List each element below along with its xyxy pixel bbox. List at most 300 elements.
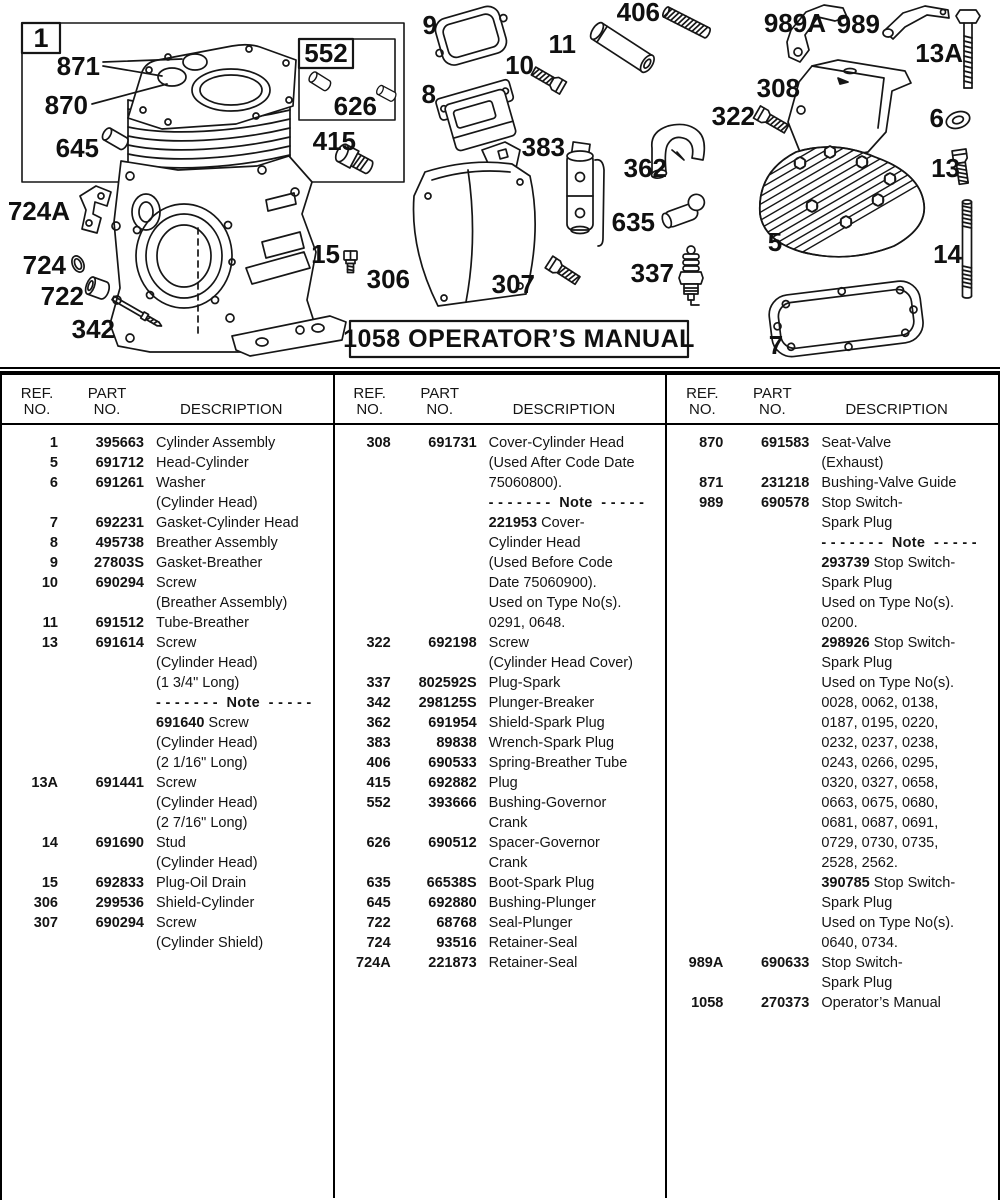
part-no-cell bbox=[58, 673, 144, 693]
description-cell: (Cylinder Head) bbox=[156, 655, 258, 671]
part-337-spark-plug bbox=[679, 246, 703, 305]
table-row bbox=[667, 633, 998, 653]
part-no-cell bbox=[391, 853, 477, 873]
ref-no-cell: 7 bbox=[49, 515, 58, 531]
table-row bbox=[335, 633, 666, 653]
part-no-cell: 298125S bbox=[418, 695, 477, 711]
part-no-cell: 692833 bbox=[95, 875, 144, 891]
ref-no-header: REF. NO. bbox=[686, 385, 719, 418]
part-no-cell bbox=[391, 573, 477, 593]
table-row bbox=[2, 513, 333, 533]
label-724A: 724A bbox=[7, 196, 70, 226]
description-cell: Cylinder Assembly bbox=[156, 435, 276, 451]
ref-no-cell: 1 bbox=[49, 435, 58, 451]
part-no-cell bbox=[723, 613, 809, 633]
part-no-cell bbox=[723, 553, 809, 573]
description-cell: Bushing-Plunger bbox=[488, 895, 596, 911]
description-cell: Cylinder Head bbox=[488, 535, 581, 551]
label-10: 10 bbox=[505, 50, 534, 80]
part-no-cell: 692882 bbox=[428, 775, 477, 791]
table-row bbox=[335, 653, 666, 673]
ref-no-cell bbox=[2, 813, 58, 833]
ref-no-cell: 10 bbox=[41, 575, 58, 591]
description-cell: (Cylinder Head Cover) bbox=[488, 655, 633, 671]
part-no-cell: 691954 bbox=[428, 715, 477, 731]
table-row bbox=[335, 433, 666, 453]
ref-no-cell bbox=[667, 933, 723, 953]
part-no-cell: 27803S bbox=[94, 555, 144, 571]
part-308-head-cover bbox=[788, 60, 911, 157]
ref-no-cell: 722 bbox=[366, 915, 391, 931]
part-no-cell bbox=[391, 553, 477, 573]
table-row bbox=[2, 713, 333, 733]
part-11-breather-tube bbox=[588, 20, 657, 74]
part-no-cell: 691261 bbox=[95, 475, 144, 491]
description-cell: Bushing-Valve Guide bbox=[821, 475, 957, 491]
label-13: 13 bbox=[931, 153, 960, 183]
label-342: 342 bbox=[71, 314, 115, 344]
table-row bbox=[335, 553, 666, 573]
table-row bbox=[335, 953, 666, 973]
description-cell: Used on Type No(s). bbox=[488, 595, 622, 611]
part-no-cell: 691731 bbox=[428, 435, 477, 451]
part-no-cell bbox=[723, 753, 809, 773]
table-row bbox=[667, 953, 998, 973]
label-722: 722 bbox=[40, 281, 84, 311]
part-no-cell bbox=[723, 773, 809, 793]
description-cell: 0028, 0062, 0138, bbox=[821, 695, 939, 711]
ref-no-cell: 724A bbox=[356, 955, 391, 971]
part-no-cell bbox=[723, 693, 809, 713]
table-row bbox=[2, 913, 333, 933]
ref-no-cell bbox=[335, 493, 391, 513]
description-cell: Plug-Spark bbox=[488, 675, 561, 691]
description-cell: Plunger-Breaker bbox=[488, 695, 595, 711]
ref-no-cell bbox=[667, 633, 723, 653]
table-row bbox=[667, 513, 998, 533]
label-1: 1 bbox=[33, 23, 49, 53]
ref-no-cell bbox=[2, 753, 58, 773]
table-row bbox=[667, 453, 998, 473]
table-row bbox=[335, 753, 666, 773]
description-cell: Plug-Oil Drain bbox=[156, 875, 247, 891]
ref-no-cell bbox=[667, 533, 723, 553]
description-cell: (Cylinder Head) bbox=[156, 495, 258, 511]
description-cell: Used on Type No(s). bbox=[821, 915, 955, 931]
table-row bbox=[2, 793, 333, 813]
ref-no-cell: 9 bbox=[49, 555, 58, 571]
table-row bbox=[2, 493, 333, 513]
table-row bbox=[2, 633, 333, 653]
part-no-cell: 691583 bbox=[760, 435, 810, 451]
ref-no-cell bbox=[2, 793, 58, 813]
ref-no-cell bbox=[667, 893, 723, 913]
inline-part-no: 390785 bbox=[821, 875, 870, 891]
part-10-screw bbox=[530, 65, 566, 94]
description-cell: Spark Plug bbox=[821, 895, 893, 911]
table-row bbox=[335, 693, 666, 713]
ref-no-cell bbox=[335, 513, 391, 533]
table-row bbox=[2, 573, 333, 593]
description-cell bbox=[809, 533, 998, 553]
description-cell: Gasket-Breather bbox=[156, 555, 263, 571]
part-no-header: PART NO. bbox=[87, 385, 127, 418]
table-row bbox=[2, 773, 333, 793]
part-no-cell bbox=[391, 493, 477, 513]
ref-no-cell bbox=[335, 453, 391, 473]
description-cell: 0200. bbox=[821, 615, 858, 631]
ref-no-cell bbox=[335, 613, 391, 633]
part-no-cell bbox=[58, 793, 144, 813]
label-406: 406 bbox=[616, 0, 660, 27]
part-no-cell: 690512 bbox=[428, 835, 477, 851]
description-cell: Operator’s Manual bbox=[821, 995, 941, 1011]
part-no-cell bbox=[723, 653, 809, 673]
ref-no-cell: 322 bbox=[366, 635, 391, 651]
ref-no-cell bbox=[667, 573, 723, 593]
part-no-cell bbox=[723, 453, 809, 473]
ref-no-cell: 989 bbox=[699, 495, 724, 511]
table-row bbox=[667, 933, 998, 953]
ref-no-cell: 13 bbox=[41, 635, 58, 651]
description-cell: Gasket-Cylinder Head bbox=[156, 515, 299, 531]
table-row bbox=[335, 833, 666, 853]
label-724: 724 bbox=[22, 250, 66, 280]
table-column bbox=[2, 425, 333, 1198]
ref-no-cell bbox=[2, 693, 58, 713]
part-no-cell bbox=[58, 753, 144, 773]
ref-no-cell bbox=[335, 593, 391, 613]
table-row bbox=[2, 693, 333, 713]
part-7-head-gasket bbox=[767, 278, 926, 359]
table-row bbox=[667, 853, 998, 873]
table-row bbox=[2, 453, 333, 473]
description-cell: Head-Cylinder bbox=[156, 455, 249, 471]
label-552: 552 bbox=[304, 38, 348, 68]
part-no-cell: 66538S bbox=[426, 875, 477, 891]
table-row bbox=[667, 693, 998, 713]
table-row bbox=[335, 513, 666, 533]
ref-no-cell: 11 bbox=[42, 615, 58, 631]
description-cell: 390785 Stop Switch- bbox=[821, 875, 956, 891]
label-635: 635 bbox=[611, 207, 655, 237]
part-no-cell bbox=[723, 633, 809, 653]
description-cell: 0232, 0237, 0238, bbox=[821, 735, 939, 751]
label-7: 7 bbox=[768, 330, 784, 360]
table-row bbox=[667, 553, 998, 573]
description-cell bbox=[144, 693, 333, 713]
description-cell: Date 75060900). bbox=[488, 575, 597, 591]
ref-no-cell: 1058 bbox=[691, 995, 724, 1011]
part-no-cell: 231218 bbox=[760, 475, 810, 491]
description-cell: 0291, 0648. bbox=[488, 615, 566, 631]
description-cell: Used on Type No(s). bbox=[821, 675, 955, 691]
table-row bbox=[667, 793, 998, 813]
description-cell: Plug bbox=[488, 775, 518, 791]
ref-no-cell bbox=[335, 553, 391, 573]
table-header-col-2 bbox=[333, 375, 666, 423]
part-no-cell: 393666 bbox=[428, 795, 477, 811]
description-cell: Used on Type No(s). bbox=[821, 595, 955, 611]
ref-no-cell bbox=[667, 853, 723, 873]
ref-no-cell: 14 bbox=[41, 835, 58, 851]
description-cell: (Cylinder Shield) bbox=[156, 935, 264, 951]
description-cell: 221953 Cover- bbox=[488, 515, 585, 531]
ref-no-cell bbox=[335, 533, 391, 553]
part-no-cell bbox=[723, 513, 809, 533]
label-14: 14 bbox=[933, 239, 962, 269]
table-row bbox=[667, 973, 998, 993]
ref-no-cell: 307 bbox=[33, 915, 58, 931]
table-row bbox=[335, 573, 666, 593]
label-989A: 989A bbox=[763, 8, 826, 38]
inline-part-no: 221953 bbox=[488, 515, 538, 531]
table-row bbox=[2, 813, 333, 833]
ref-no-cell bbox=[667, 913, 723, 933]
description-cell: 0320, 0327, 0658, bbox=[821, 775, 939, 791]
ref-no-cell: 337 bbox=[366, 675, 391, 691]
table-header-col-1 bbox=[2, 375, 333, 423]
label-337: 337 bbox=[630, 258, 674, 288]
description-header: DESCRIPTION bbox=[512, 401, 616, 418]
description-cell: Breather Assembly bbox=[156, 535, 278, 551]
table-row bbox=[667, 833, 998, 853]
table-row bbox=[335, 493, 666, 513]
description-cell: Spring-Breather Tube bbox=[488, 755, 628, 771]
table-row bbox=[667, 433, 998, 453]
table-row bbox=[2, 753, 333, 773]
table-row bbox=[667, 773, 998, 793]
description-cell: (Used Before Code bbox=[488, 555, 613, 571]
description-cell bbox=[477, 493, 666, 513]
description-cell: Screw bbox=[156, 775, 197, 791]
part-322-screw bbox=[754, 106, 790, 135]
part-no-cell: 691614 bbox=[95, 635, 144, 651]
ref-no-cell: 342 bbox=[366, 695, 391, 711]
table-row bbox=[2, 593, 333, 613]
ref-no-cell bbox=[667, 693, 723, 713]
part-no-cell bbox=[58, 853, 144, 873]
part-no-cell bbox=[723, 593, 809, 613]
description-cell: Spark Plug bbox=[821, 655, 893, 671]
table-row bbox=[335, 533, 666, 553]
table-row bbox=[335, 673, 666, 693]
part-383-spark-plug-wrench bbox=[567, 142, 604, 246]
operators-manual-label: 1058 OPERATOR’S MANUAL bbox=[343, 325, 695, 353]
table-row bbox=[2, 853, 333, 873]
description-cell: (Breather Assembly) bbox=[156, 595, 288, 611]
description-cell: Spacer-Governor bbox=[488, 835, 600, 851]
description-cell: Washer bbox=[156, 475, 206, 491]
ref-no-cell: 871 bbox=[699, 475, 724, 491]
ref-no-cell bbox=[667, 713, 723, 733]
table-row bbox=[2, 473, 333, 493]
label-362: 362 bbox=[623, 153, 667, 183]
table-row bbox=[335, 933, 666, 953]
ref-no-cell bbox=[2, 713, 58, 733]
table-row bbox=[667, 753, 998, 773]
part-no-cell: 802592S bbox=[418, 675, 477, 691]
label-871: 871 bbox=[56, 51, 100, 81]
description-cell: Shield-Cylinder bbox=[156, 895, 255, 911]
ref-no-cell bbox=[667, 773, 723, 793]
part-635-spark-plug-boot bbox=[658, 192, 709, 229]
ref-no-cell: 383 bbox=[366, 735, 391, 751]
description-cell: (Exhaust) bbox=[821, 455, 884, 471]
part-no-cell: 690633 bbox=[760, 955, 810, 971]
description-cell: 0729, 0730, 0735, bbox=[821, 835, 939, 851]
table-row bbox=[667, 613, 998, 633]
description-cell: Crank bbox=[488, 815, 528, 831]
table-row bbox=[2, 733, 333, 753]
part-no-cell bbox=[58, 813, 144, 833]
label-6: 6 bbox=[929, 103, 944, 133]
part-724-retainer bbox=[70, 254, 87, 274]
part-no-header: PART NO. bbox=[420, 385, 459, 418]
part-no-cell bbox=[723, 973, 809, 993]
note-divider: - - - - - - - Note - - - - - bbox=[821, 535, 977, 551]
part-no-cell: 690578 bbox=[760, 495, 810, 511]
ref-no-cell: 724 bbox=[366, 935, 391, 951]
ref-no-cell bbox=[335, 853, 391, 873]
description-cell: Spark Plug bbox=[821, 975, 893, 991]
label-308: 308 bbox=[756, 73, 800, 103]
part-no-cell: 690294 bbox=[95, 915, 144, 931]
ref-no-cell bbox=[667, 553, 723, 573]
ref-no-header: REF. NO. bbox=[20, 385, 54, 418]
table-row bbox=[335, 773, 666, 793]
table-row bbox=[667, 913, 998, 933]
table-row bbox=[335, 853, 666, 873]
description-cell: 298926 Stop Switch- bbox=[821, 635, 956, 651]
table-row bbox=[667, 733, 998, 753]
part-no-cell bbox=[723, 813, 809, 833]
description-cell: 293739 Stop Switch- bbox=[821, 555, 956, 571]
part-no-cell: 89838 bbox=[436, 735, 477, 751]
ref-no-cell bbox=[667, 453, 723, 473]
part-no-cell: 691512 bbox=[95, 615, 144, 631]
table-column bbox=[665, 425, 998, 1198]
table-row bbox=[667, 653, 998, 673]
table-row bbox=[335, 613, 666, 633]
part-no-cell bbox=[58, 593, 144, 613]
ref-no-cell bbox=[667, 593, 723, 613]
part-no-header: PART NO. bbox=[753, 385, 792, 418]
description-cell: Stop Switch- bbox=[821, 955, 903, 971]
description-header: DESCRIPTION bbox=[180, 401, 283, 418]
part-no-cell: 270373 bbox=[760, 995, 810, 1011]
ref-no-cell bbox=[335, 573, 391, 593]
ref-no-cell: 308 bbox=[366, 435, 391, 451]
description-cell: Boot-Spark Plug bbox=[488, 875, 595, 891]
part-no-cell: 691441 bbox=[95, 775, 144, 791]
part-no-cell bbox=[723, 793, 809, 813]
ref-no-cell: 6 bbox=[49, 475, 58, 491]
part-6-washer bbox=[944, 109, 972, 132]
part-no-cell: 93516 bbox=[436, 935, 477, 951]
label-870: 870 bbox=[44, 90, 88, 120]
part-no-cell: 690294 bbox=[95, 575, 144, 591]
part-no-cell bbox=[391, 453, 477, 473]
ref-no-cell bbox=[2, 933, 58, 953]
part-no-cell bbox=[723, 713, 809, 733]
parts-table-body bbox=[2, 425, 998, 1198]
table-row bbox=[335, 913, 666, 933]
description-cell: 0187, 0195, 0220, bbox=[821, 715, 939, 731]
part-no-cell: 221873 bbox=[428, 955, 477, 971]
ref-no-cell bbox=[335, 653, 391, 673]
part-no-cell bbox=[58, 693, 144, 713]
ref-no-cell: 5 bbox=[49, 455, 58, 471]
ref-no-cell bbox=[667, 613, 723, 633]
ref-no-cell bbox=[2, 673, 58, 693]
description-cell: Cover-Cylinder Head bbox=[488, 435, 625, 451]
ref-no-cell bbox=[667, 653, 723, 673]
table-row bbox=[2, 653, 333, 673]
ref-no-header: REF. NO. bbox=[353, 385, 386, 418]
description-cell: Screw bbox=[156, 575, 197, 591]
ref-no-cell bbox=[335, 473, 391, 493]
label-13A: 13A bbox=[915, 38, 963, 68]
ref-no-cell bbox=[2, 593, 58, 613]
description-header: DESCRIPTION bbox=[845, 401, 948, 418]
table-row bbox=[335, 793, 666, 813]
part-no-cell: 692880 bbox=[428, 895, 477, 911]
table-row bbox=[667, 673, 998, 693]
table-row bbox=[335, 873, 666, 893]
ref-no-cell bbox=[667, 833, 723, 853]
part-no-cell bbox=[723, 833, 809, 853]
part-no-cell bbox=[723, 873, 809, 893]
part-no-cell bbox=[723, 893, 809, 913]
ref-no-cell: 626 bbox=[366, 835, 391, 851]
table-row bbox=[2, 533, 333, 553]
ref-no-cell bbox=[667, 753, 723, 773]
label-989: 989 bbox=[836, 9, 880, 39]
table-row bbox=[2, 933, 333, 953]
description-cell: 0243, 0266, 0295, bbox=[821, 755, 939, 771]
label-645: 645 bbox=[55, 133, 99, 163]
table-row bbox=[335, 713, 666, 733]
description-cell: Crank bbox=[488, 855, 528, 871]
label-15: 15 bbox=[311, 239, 340, 269]
part-no-cell bbox=[58, 493, 144, 513]
table-header-row bbox=[2, 375, 998, 425]
part-no-cell: 691712 bbox=[95, 455, 144, 471]
description-cell: Tube-Breather bbox=[156, 615, 249, 631]
description-cell: 2528, 2562. bbox=[821, 855, 898, 871]
description-cell: Spark Plug bbox=[821, 515, 893, 531]
ref-no-cell: 13A bbox=[31, 775, 58, 791]
ref-no-cell bbox=[2, 733, 58, 753]
label-9: 9 bbox=[422, 10, 437, 40]
ref-no-cell: 870 bbox=[699, 435, 724, 451]
part-8-breather-assembly bbox=[435, 79, 523, 154]
part-no-cell bbox=[723, 913, 809, 933]
table-header-col-3 bbox=[665, 375, 998, 423]
ref-no-cell: 406 bbox=[366, 755, 391, 771]
part-no-cell: 690533 bbox=[428, 755, 477, 771]
part-no-cell: 395663 bbox=[95, 435, 144, 451]
ref-no-cell bbox=[667, 973, 723, 993]
inline-part-no: 298926 bbox=[821, 635, 870, 651]
table-row bbox=[667, 713, 998, 733]
description-cell: Wrench-Spark Plug bbox=[488, 735, 615, 751]
part-no-cell bbox=[391, 813, 477, 833]
label-307: 307 bbox=[491, 269, 535, 299]
part-307-screw bbox=[545, 256, 581, 286]
part-no-cell bbox=[723, 573, 809, 593]
